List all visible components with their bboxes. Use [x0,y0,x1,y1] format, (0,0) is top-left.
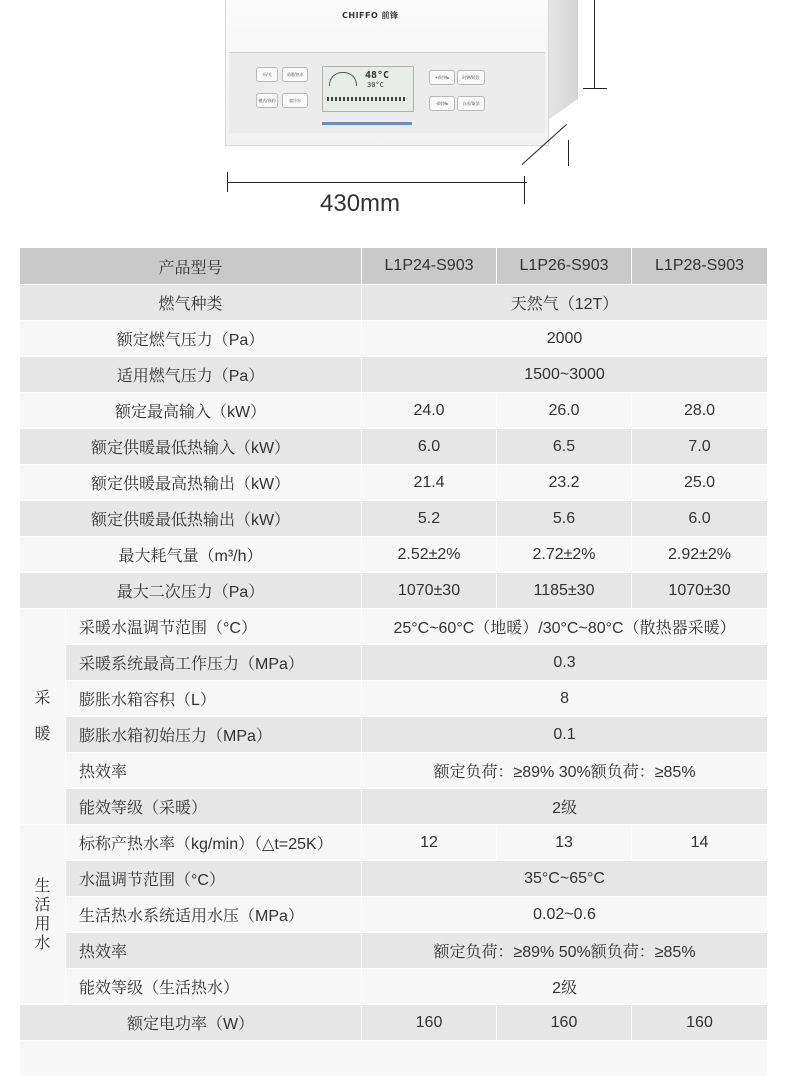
spec-value: 24.0 [362,393,497,429]
category-char: 暖 [34,725,51,743]
spec-value: 28.0 [632,393,768,429]
spec-value: 21.4 [362,465,497,501]
spec-value: 额定负荷：≥89% 50%额负荷：≥85% [362,933,768,969]
spec-table [19,247,768,1077]
panel-button: 自动/取消 [457,96,485,111]
spec-value: 7.0 [632,429,768,465]
table-row [20,681,768,717]
spec-label: 标称产热水率（kg/min）（△t=25K） [66,825,362,861]
table-row [20,969,768,1005]
spec-value: 26.0 [497,393,632,429]
table-row [20,1005,768,1041]
display-temperature: 48°C [365,70,390,81]
table-row [20,933,768,969]
panel-button: 开/关 [256,67,278,82]
table-row [20,357,768,393]
product-illustration [0,0,790,240]
display-bars [327,97,407,101]
spec-value: 160 [362,1005,497,1041]
panel-button: 时钟/时段 [457,70,485,85]
category-char: 采 [34,689,51,707]
spec-label: 能效等级（生活热水） [66,969,362,1005]
spec-value: 0.3 [362,645,768,681]
width-dimension-line [227,182,527,183]
header-label: 产品型号 [20,248,362,285]
category-hot-water [20,825,66,1005]
spec-label: 采暖系统最高工作压力（MPa） [66,645,362,681]
table-row [20,321,768,357]
table-row [20,861,768,897]
spec-value: 2.52±2% [362,537,497,573]
spec-label: 热效率 [66,753,362,789]
table-row [20,825,768,861]
spec-value: 6.0 [362,429,497,465]
spec-value: 1185±30 [497,573,632,609]
table-row [20,429,768,465]
table-row [20,573,768,609]
table-row [20,789,768,825]
spec-value: 1500~3000 [362,357,768,393]
category-char: 活 [34,896,51,914]
boiler-side-panel [546,0,578,121]
spec-label: 燃气种类 [20,285,362,321]
spec-value: 2.72±2% [497,537,632,573]
table-row [20,537,768,573]
spec-label: 最大耗气量（m³/h） [20,537,362,573]
model-header: L1P24-S903 [362,248,497,285]
panel-button: +/时钟▸ [429,70,455,85]
spec-label: 适用燃气压力（Pa） [20,357,362,393]
spec-value: 2.92±2% [632,537,768,573]
spec-label: 生活热水系统适用水压（MPa） [66,897,362,933]
spec-value: 1070±30 [362,573,497,609]
spec-value: 25.0 [632,465,768,501]
table-row [20,753,768,789]
spec-label: 膨胀水箱容积（L） [66,681,362,717]
spec-value: 2级 [362,789,768,825]
spec-value: 35°C~65°C [362,861,768,897]
height-dimension-cap [583,88,607,89]
spec-value: 5.2 [362,501,497,537]
spec-value: 14 [632,825,768,861]
table-row [20,897,768,933]
category-char: 用 [34,915,51,933]
spec-value: 6.0 [632,501,768,537]
category-char: 生 [34,877,51,895]
spec-value: 2000 [362,321,768,357]
height-dimension-line [594,0,595,88]
spec-label: 采暖水温调节范围（°C） [66,609,362,645]
category-char: 水 [34,934,51,952]
spec-label: 额定电功率（W） [20,1005,362,1041]
spec-label: 膨胀水箱初始压力（MPa） [66,717,362,753]
spec-label: 额定最高输入（kW） [20,393,362,429]
spec-value: 25°C~60°C（地暖）/30°C~80°C（散热器采暖） [362,609,768,645]
spec-label: 最大二次压力（Pa） [20,573,362,609]
spec-value: 6.5 [497,429,632,465]
gauge-icon [329,72,357,86]
spec-label: 热效率 [66,933,362,969]
spec-value: 13 [497,825,632,861]
spec-label: 额定供暖最低热输出（kW） [20,501,362,537]
spec-label: 额定燃气压力（Pa） [20,321,362,357]
spec-value: 2级 [362,969,768,1005]
spec-value: 8 [362,681,768,717]
spec-value: 160 [632,1005,768,1041]
table-row [20,501,768,537]
table-row [20,609,768,645]
spec-label: 额定供暖最高热输出（kW） [20,465,362,501]
model-header: L1P28-S903 [632,248,768,285]
panel-button: -/时钟▸ [429,96,455,111]
spec-value: 5.6 [497,501,632,537]
partial-row [20,1041,768,1077]
table-row-partial [20,1041,768,1077]
spec-value: 额定负荷：≥89% 30%额负荷：≥85% [362,753,768,789]
spec-value: 160 [497,1005,632,1041]
spec-value: 天然气（12T） [362,285,768,321]
panel-button: 模式/预约 [256,93,278,108]
width-dimension-tick-right [524,176,525,204]
spec-label: 水温调节范围（°C） [66,861,362,897]
category-heating [20,609,66,825]
table-header-row [20,248,768,285]
indicator-strip [322,122,412,125]
spec-value: 0.02~0.6 [362,897,768,933]
display-sub-temperature: 30°C [367,81,384,89]
lcd-display [322,66,414,112]
spec-value: 1070±30 [632,573,768,609]
table-row [20,717,768,753]
table-row [20,285,768,321]
spec-label: 能效等级（采暖） [66,789,362,825]
depth-dimension-tick [568,140,569,166]
spec-value: 23.2 [497,465,632,501]
table-row [20,465,768,501]
width-dimension-label: 430mm [320,190,401,217]
model-header: L1P26-S903 [497,248,632,285]
panel-button: 采暖/热水 [282,67,308,82]
spec-label: 额定供暖最低热输入（kW） [20,429,362,465]
spec-value: 0.1 [362,717,768,753]
brand-logo: CHIFFO 前锋 [342,11,399,20]
panel-button: 童冷水 [282,93,308,108]
table-row [20,393,768,429]
spec-value: 12 [362,825,497,861]
table-row [20,645,768,681]
